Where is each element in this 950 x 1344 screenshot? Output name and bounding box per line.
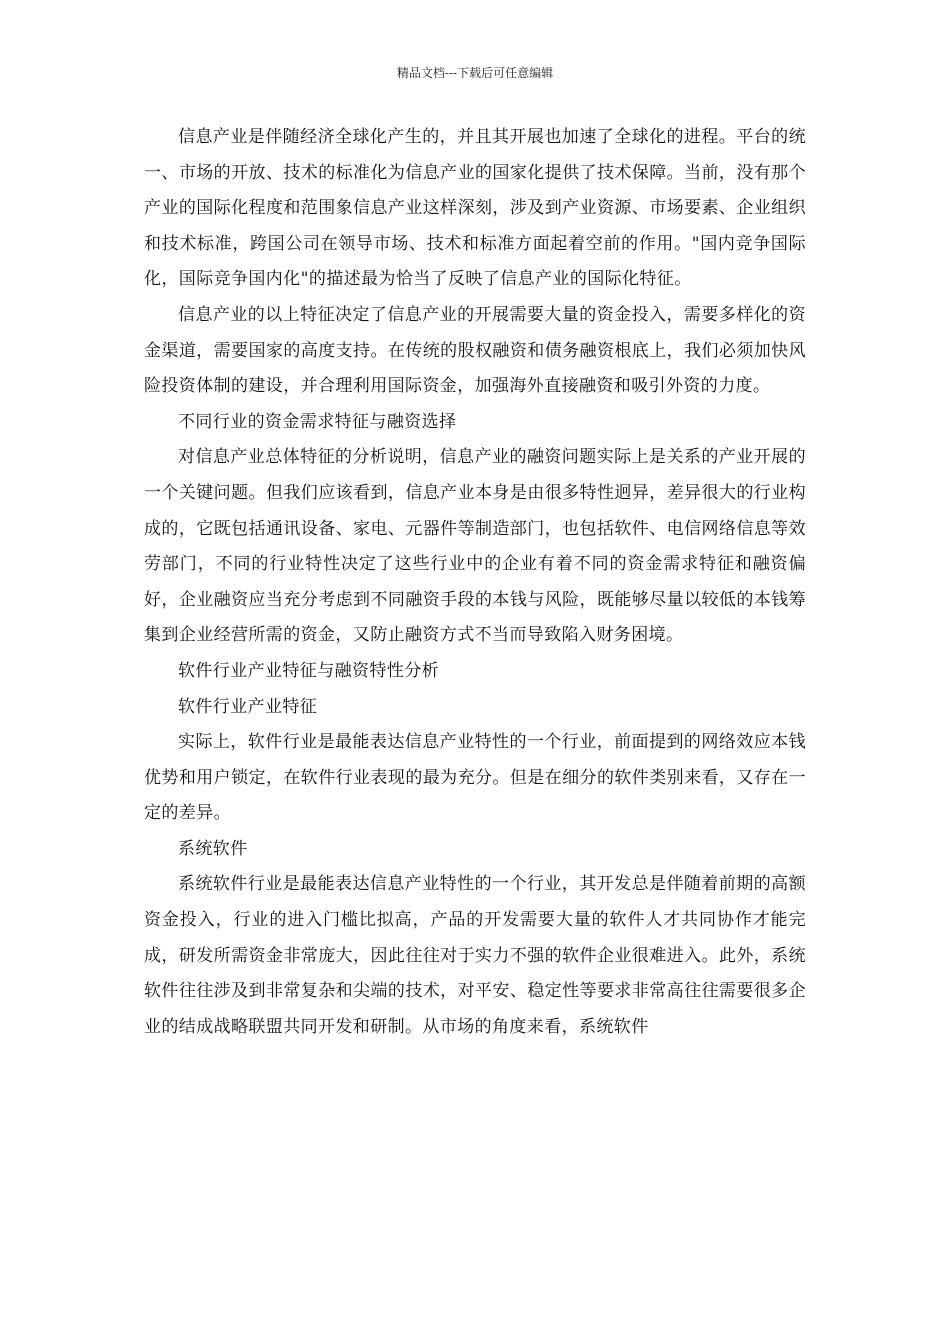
document-body xyxy=(144,120,806,1045)
subsection-heading: 系统软件 xyxy=(178,838,248,859)
section-heading: 不同行业的资金需求特征与融资选择 xyxy=(178,411,457,432)
section-heading: 软件行业产业特征与融资特性分析 xyxy=(178,660,439,681)
page-header: 精品文档---下载后可任意编辑 xyxy=(396,66,554,80)
paragraph: 系统软件行业是最能表达信息产业特性的一个行业，其开发总是伴随着前期的高额资金投入，行业的进入门槛比拟高，产品的开发需要大量的软件人才共同协作才能完成，研发所需资金非常庞大，因此往往对于实力不强的软件企业很难进入。此外，系统软件往往涉及到非常复杂和尖端的技术，对平安、稳定性等要求非常高往往需要很多企业的结成战略联盟共同开发和研制。从市场的角度来看，系统软件 xyxy=(144,874,806,1037)
paragraph: 信息产业是伴随经济全球化产生的，并且其开展也加速了全球化的进程。平台的统一、市场的开放、技术的标准化为信息产业的国家化提供了技术保障。当前，没有那个产业的国际化程度和范围象信息产业这样深刻，涉及到产业资源、市场要素、企业组织和技术标准，跨国公司在领导市场、技术和标准方面起着空前的作用。"国内竞争国际化，国际竞争国内化"的描述最为恰当了反映了信息产业的国际化特征。 xyxy=(144,127,806,290)
subsection-heading: 软件行业产业特征 xyxy=(178,696,318,717)
paragraph: 对信息产业总体特征的分析说明，信息产业的融资问题实际上是关系的产业开展的一个关键问题。但我们应该看到，信息产业本身是由很多特性迥异，差异很大的行业构成的，它既包括通讯设备、家电、元器件等制造部门，也包括软件、电信网络信息等效劳部门，不同的行业特性决定了这些行业中的企业有着不同的资金需求特征和融资偏好，企业融资应当充分考虑到不同融资手段的本钱与风险，既能够尽量以较低的本钱筹集到企业经营所需的资金，又防止融资方式不当而导致陷入财务困境。 xyxy=(144,447,806,646)
paragraph: 信息产业的以上特征决定了信息产业的开展需要大量的资金投入，需要多样化的资金渠道，需要国家的高度支持。在传统的股权融资和债务融资根底上，我们必须加快风险投资体制的建设，并合理利用国际资金，加强海外直接融资和吸引外资的力度。 xyxy=(144,304,806,397)
paragraph: 实际上，软件行业是最能表达信息产业特性的一个行业，前面提到的网络效应本钱优势和用户锁定，在软件行业表现的最为充分。但是在细分的软件类别来看，又存在一定的差异。 xyxy=(144,732,806,824)
